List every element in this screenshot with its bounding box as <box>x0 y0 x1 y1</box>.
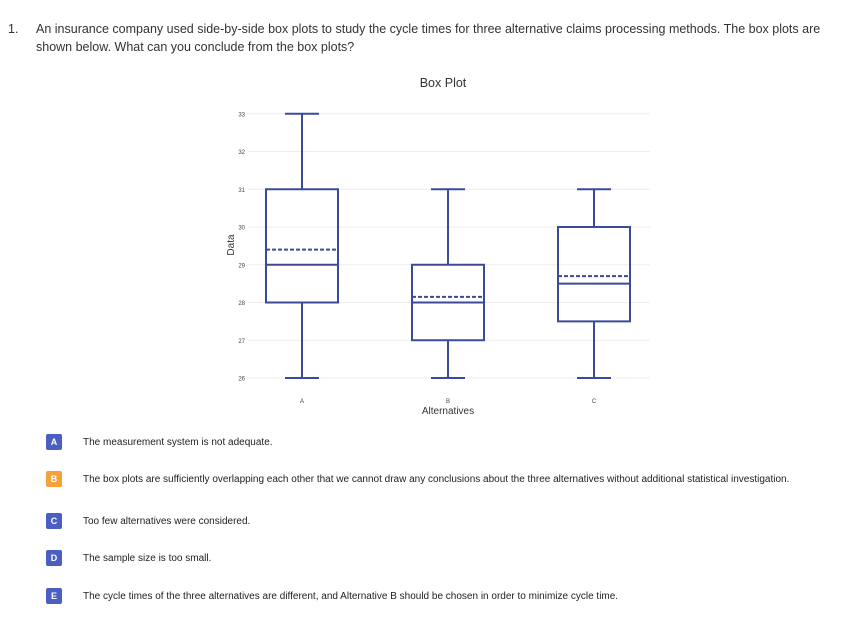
y-tick-label: 31 <box>238 187 245 194</box>
option-b-badge[interactable]: B <box>46 471 62 487</box>
y-axis-label: Data <box>226 234 237 256</box>
option-d-text[interactable]: The sample size is too small. <box>83 553 212 564</box>
x-tick-label: A <box>299 399 305 405</box>
option-d-badge[interactable]: D <box>46 550 62 566</box>
y-tick-label: 33 <box>238 112 245 119</box>
box-B <box>412 189 484 378</box>
option-a-badge[interactable]: A <box>46 434 62 450</box>
box-C <box>558 189 630 378</box>
y-tick-label: 26 <box>238 376 245 383</box>
y-tick-label: 28 <box>238 301 245 307</box>
option-e-text[interactable]: The cycle times of the three alternatives are different, and Alternative B should be chosen in order to minimize cycle time. <box>83 591 619 602</box>
option-b-text[interactable]: The box plots are sufficiently overlapping each other that we cannot draw any conclusions about the three alternatives without additional statistical investigation. <box>83 474 790 485</box>
question-text: An insurance company used side-by-side box plots to study the cycle times for three alternative claims processing methods. The box plots are shown below. What can you conclude from the box plots? <box>36 22 821 54</box>
x-axis-label: Alternatives <box>421 406 475 417</box>
iqr-box <box>266 189 338 302</box>
y-tick-label: 27 <box>238 338 245 345</box>
option-c-text[interactable]: Too few alternatives were considered. <box>83 516 251 527</box>
y-tick-label: 29 <box>238 263 245 270</box>
y-tick-label: 30 <box>238 225 245 232</box>
question-number: 1. <box>8 22 19 36</box>
x-tick-label: C <box>591 399 597 405</box>
option-a-text[interactable]: The measurement system is not adequate. <box>83 437 273 448</box>
iqr-box <box>558 227 630 321</box>
box-A <box>266 114 338 378</box>
chart-title: Box Plot <box>419 76 467 90</box>
option-e-badge[interactable]: E <box>46 588 62 604</box>
x-tick-label: B <box>445 399 451 405</box>
option-c-badge[interactable]: C <box>46 513 62 529</box>
y-tick-label: 32 <box>238 150 245 156</box>
